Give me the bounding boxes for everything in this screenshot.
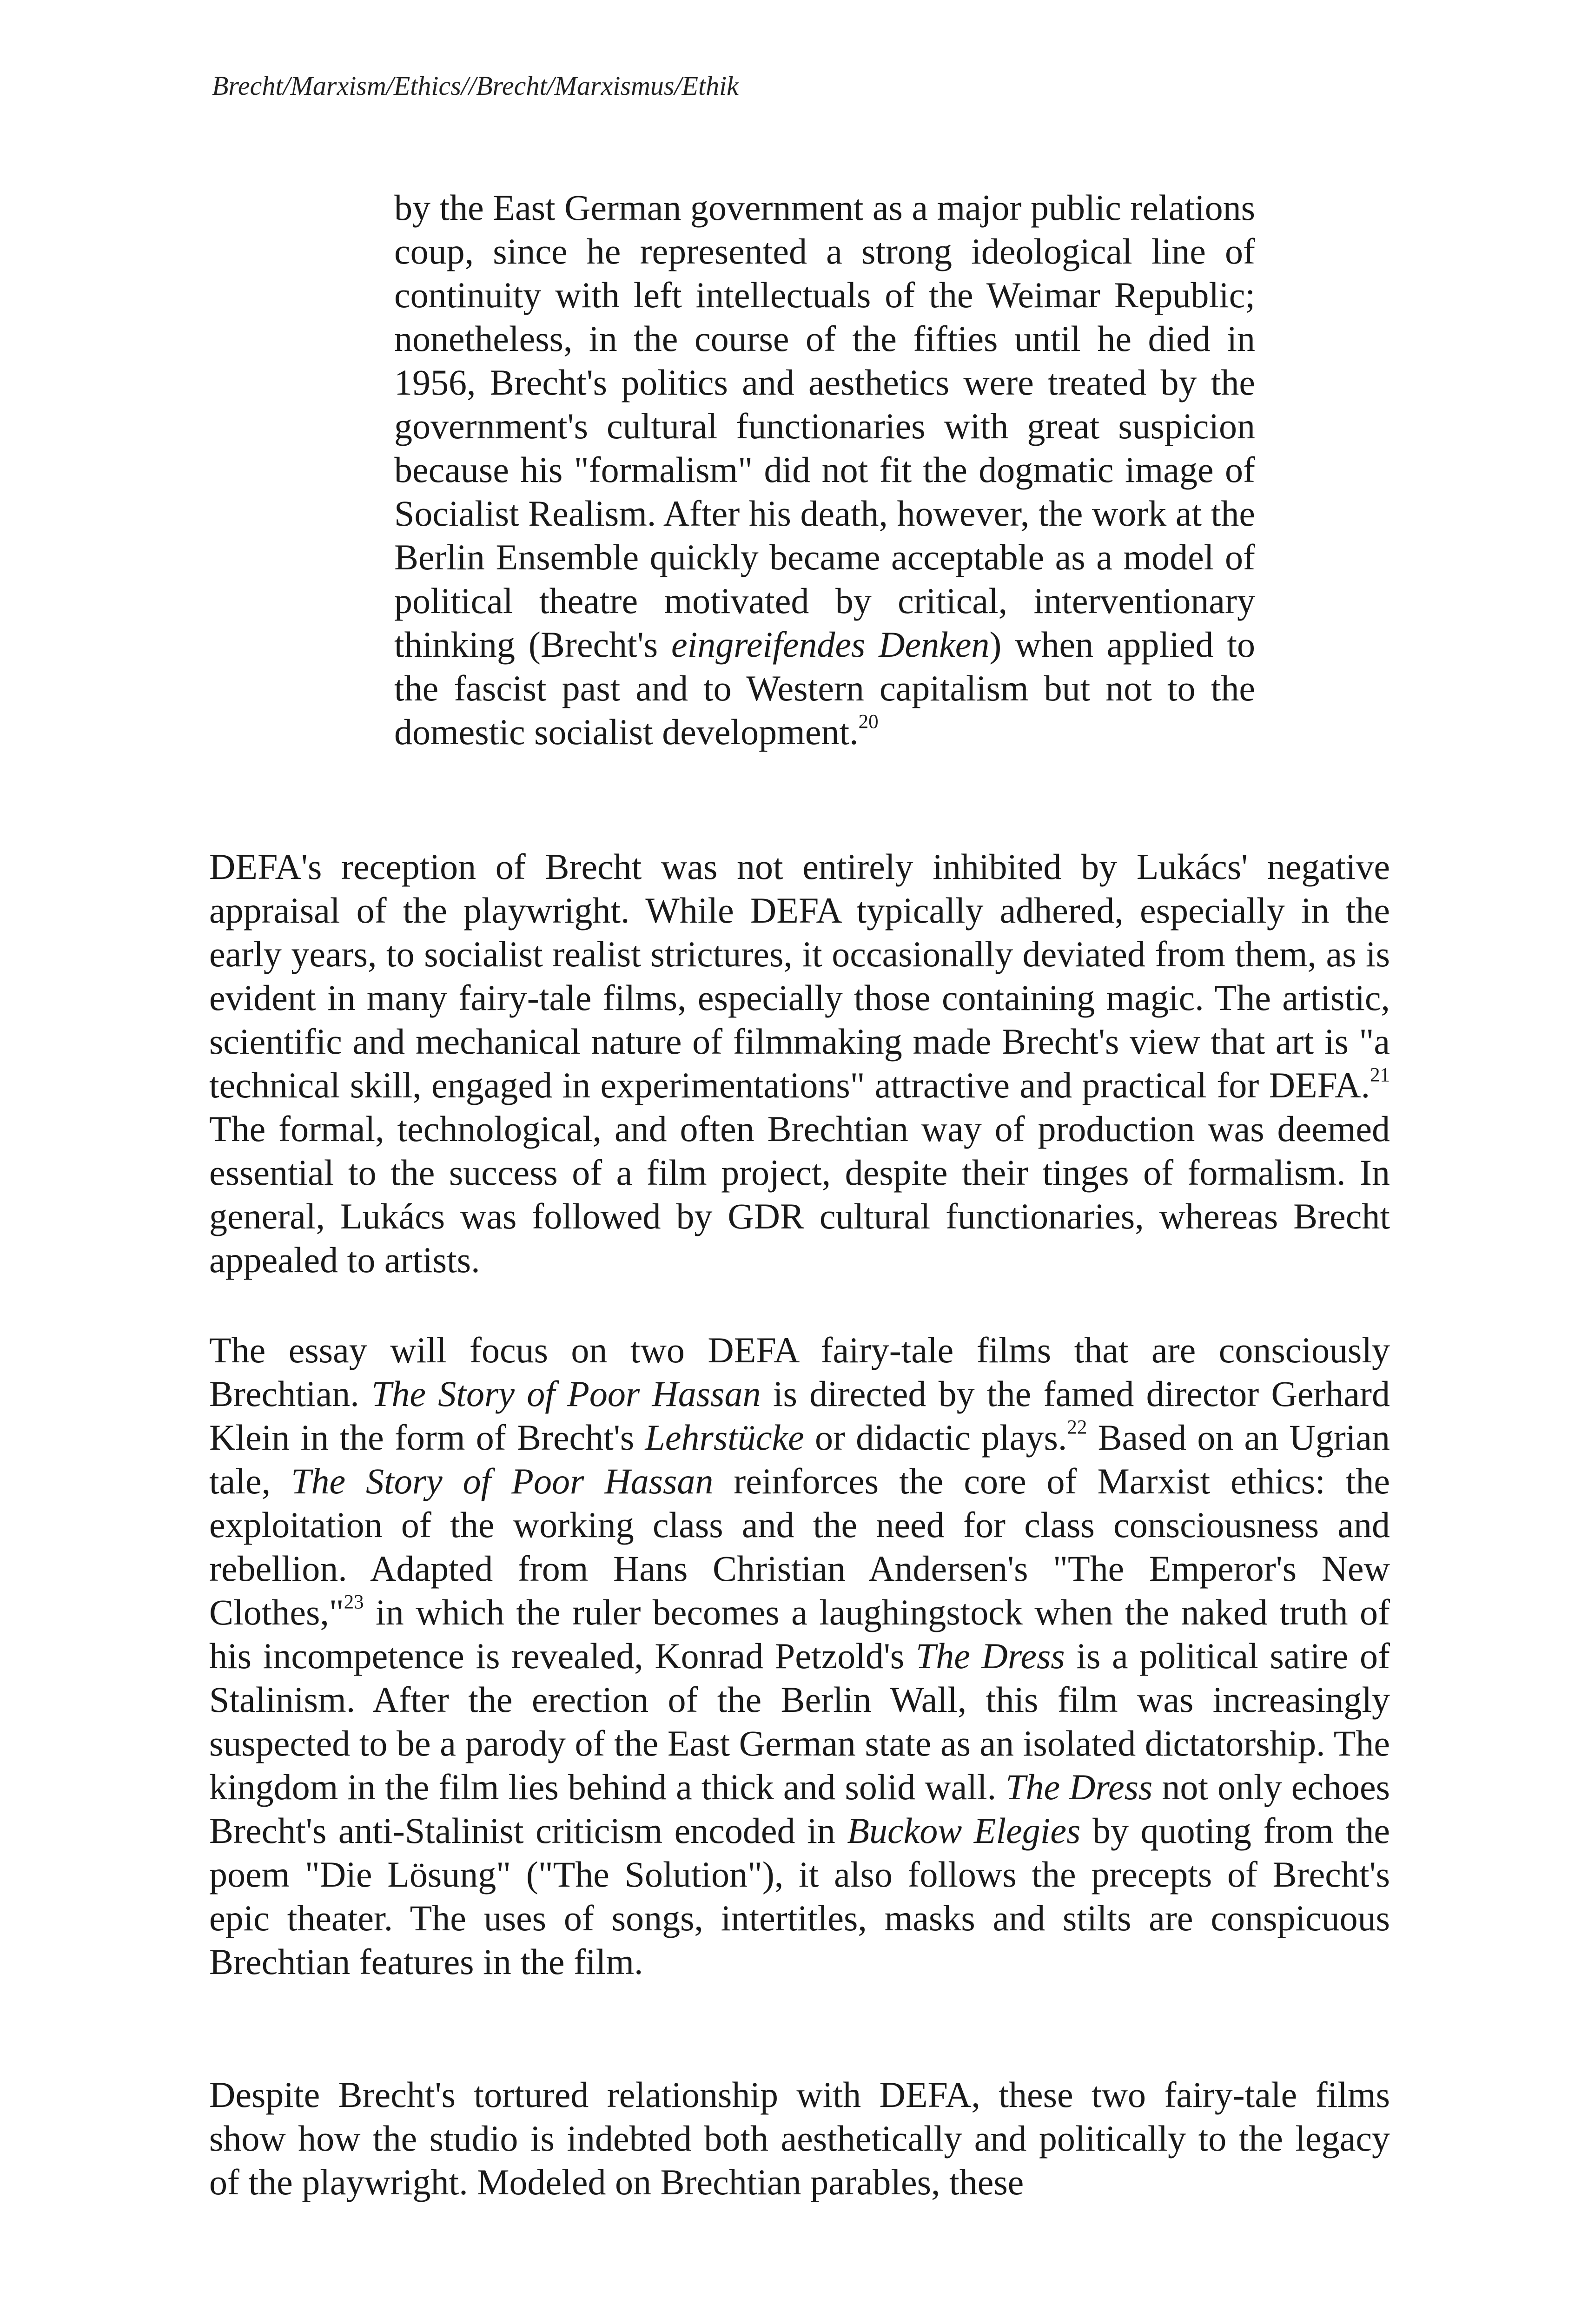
paragraph-1 [209,845,1390,1282]
footnote-ref: 20 [858,711,879,733]
italic-term: Lehrstücke [645,1417,804,1458]
work-title: Buckow Elegies [847,1810,1081,1851]
footnote-ref: 21 [1370,1064,1390,1086]
running-head: Brecht/Marxism/Ethics//Brecht/Marxismus/Ethik [212,71,739,101]
paragraph-text: or didactic plays. [804,1417,1067,1458]
footnote-ref: 23 [344,1591,364,1613]
film-title: The Dress [915,1636,1065,1676]
footnote-ref: 22 [1067,1416,1087,1439]
paragraph-text: not only echoes Brecht's anti-Stalinist criticism encoded in [209,1767,1390,1851]
paragraph-text: Based on an Ugrian tale, [209,1417,1390,1501]
paragraph-text: in which the ruler becomes a laughingstock when the naked truth of his incompetence is revealed, Konrad Petzold's [209,1592,1390,1676]
film-title: The Story of Poor Hassan [371,1373,761,1414]
paragraph-text: The formal, technological, and often Brechtian way of production was deemed essential to the success of a film project, despite their tinges of formalism. In general, Lukács was followed by GDR cultural functionaries, whereas Brecht appealed to artists. [209,1109,1390,1280]
paragraph-text: DEFA's reception of Brecht was not entirely inhibited by Lukács' negative appraisal of the playwright. While DEFA typically adhered, especially in the early years, to socialist realist strictures, it occasionally deviated from them, as is evident in many fairy-tale films, especially those containing magic. The artistic, scientific and mechanical nature of filmmaking made Brecht's view that art is "a technical skill, engaged in experimentations" attractive and practical for DEFA. [209,846,1390,1105]
block-quote [394,186,1255,754]
block-quote-text: ) when applied to the fascist past and to Western capitalism but not to the domestic socialist development. [394,624,1256,752]
paragraph-text: The essay will focus on two DEFA fairy-tale films that are consciously Brechtian. [209,1330,1390,1414]
paragraph-text: by quoting from the poem "Die Lösung" ("The Solution"), it also follows the precepts of Brecht's epic theater. The uses of songs, intertitles, masks and stilts are conspicuous Brechtian features in the film. [209,1810,1390,1982]
film-title: The Story of Poor Hassan [291,1461,714,1501]
paragraph-text: is directed by the famed director Gerhard Klein in the form of Brecht's [209,1373,1390,1458]
paragraph-text: reinforces the core of Marxist ethics: the exploitation of the working class and the need for class consciousness and rebellion. Adapted from Hans Christian Andersen's "The Emperor's New Clothes," [209,1461,1390,1632]
paragraph-3: Despite Brecht's tortured relationship with DEFA, these two fairy-tale films show how the studio is indebted both aesthetically and politically to the legacy of the playwright. Modeled on Brechtian parables, these [209,2074,1390,2202]
paragraph-2 [209,1328,1390,1984]
paragraph-text: is a political satire of Stalinism. After the erection of the Berlin Wall, this film was increasingly suspected to be a parody of the East German state as an isolated dictatorship. The kingdom in the film lies behind a thick and solid wall. [209,1636,1390,1807]
block-quote-text: by the East German government as a major public relations coup, since he represented a strong ideological line of continuity with left intellectuals of the Weimar Republic; nonetheless, in the course of the fifties until he died in 1956, Brecht's politics and aesthetics were treated by the government's cultural functionaries with great suspicion because his "formalism" did not fit the dogmatic image of Socialist Realism. After his death, however, the work at the Berlin Ensemble quickly became acceptable as a model of political theatre motivated by critical, interventionary thinking (Brecht's [394,187,1255,665]
film-title: The Dress [1006,1767,1153,1807]
italic-term: eingreifendes Denken [671,624,990,665]
